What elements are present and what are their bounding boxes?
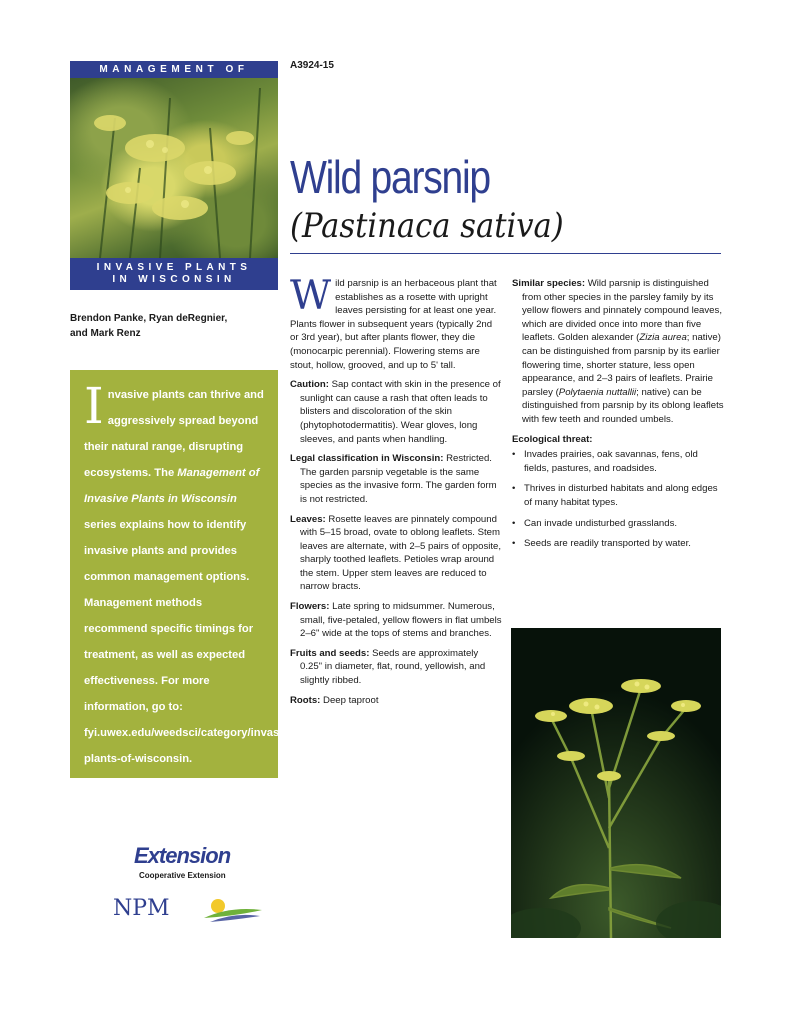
callout-series-title: Management of Invasive Plants in Wisconsin — [84, 467, 260, 505]
authors — [70, 311, 280, 341]
callout-text: nvasive plants can thrive and aggressively spread beyond their natural range, disrupting ecosystems. The — [84, 389, 264, 479]
series-callout — [70, 370, 299, 778]
section-label: Fruits and seeds: — [290, 647, 370, 659]
scientific-name: (Pastinaca sativa) — [290, 206, 564, 246]
authors-line2: and Mark Renz — [70, 328, 141, 339]
series-banner-line2: IN WISCONSIN — [112, 274, 236, 285]
text-column-2 — [512, 277, 724, 558]
npm-logo: NPM — [113, 896, 170, 921]
section-caution — [290, 378, 502, 446]
series-banner-bottom — [70, 258, 278, 290]
section-label: Roots: — [290, 694, 321, 706]
section-flowers — [290, 600, 502, 641]
section-label: Flowers: — [290, 601, 330, 613]
section-legal — [290, 452, 502, 506]
authors-line1: Brendon Panke, Ryan deRegnier, — [70, 313, 228, 324]
section-text: Wild parsnip is distinguished from other species in the parsley family by its yellow flowers and pinnately compound leaves, which are divided once into more than five leaflets. Golden alexander ( — [522, 278, 722, 344]
section-label: Legal classification in Wisconsin: — [290, 453, 444, 465]
species-name: Polytaenia nuttallii — [558, 386, 637, 398]
section-text: Late spring to midsummer. Numerous, small, five-petaled, yellow flowers in flat umbels 2–6" wide at the tops of stems and branches. — [300, 601, 502, 640]
intro-dropcap: W — [290, 273, 332, 319]
section-label: Leaves: — [290, 513, 326, 525]
intro-text: ild parsnip is an herbaceous plant that establishes as a rosette with upright leaves persisting for at least one year. Plants flower in subsequent years (typically 2nd or 3rd year), but after plants flower, they die (monocarpic perennial). Flowering stems are stout, hollow, grooved, and up to 5' tall. — [290, 278, 497, 371]
section-text: Restricted. The garden parsnip vegetable is the same species as the invasive form. The garden form is not restricted. — [300, 453, 497, 505]
title-divider — [290, 253, 721, 254]
list-item: • Seeds are readily transported by water. — [512, 537, 724, 551]
series-banner-line1: INVASIVE PLANTS — [96, 262, 252, 273]
section-text: Seeds are approximately 0.25" in diameter, flat, round, yellowish, and slightly ribbed. — [300, 647, 486, 687]
parsnip-plant-illustration — [511, 628, 721, 938]
section-text: Rosette leaves are pinnately compound with 5–15 broad, ovate to oblong leaflets. Stem leaves are alternate, with 2–5 pairs of opposite, sharply toothed leaflets. Petioles wrap around the stem. Upper stem leaves are reduced to narrow bracts. — [300, 513, 502, 593]
series-banner-top: MANAGEMENT OF — [70, 61, 278, 78]
section-ecological-threat — [512, 433, 724, 447]
section-leaves — [290, 513, 502, 595]
section-label: Ecological threat: — [512, 433, 593, 445]
callout-dropcap: I — [84, 377, 104, 435]
cooperative-extension-label: Cooperative Extension — [139, 871, 226, 880]
section-label: Similar species: — [512, 278, 586, 289]
npm-sun-leaf-icon — [200, 896, 266, 924]
species-name: Zizia aurea — [639, 332, 687, 344]
list-item: • Thrives in disturbed habitats and along edges of many habitat types. — [512, 482, 724, 509]
section-label: Caution: — [290, 379, 329, 391]
intro-paragraph — [290, 273, 502, 372]
page-title: Wild parsnip — [290, 151, 490, 203]
callout-text-end: series explains how to identify invasive plants and provides common management options. Management methods recommend specific timings for treatment, as well as expected effectiveness. For more information, go to: fyi.uwex.edu/weedsci/category/invasive-plants-of-wisconsin. — [84, 519, 299, 765]
ecological-threat-list — [512, 448, 724, 551]
publication-number: A3924-15 — [290, 60, 334, 71]
uw-extension-logo: Extension — [134, 843, 231, 868]
section-text: Sap contact with skin in the presence of sunlight can cause a rash that often leads to blisters and discoloration of the skin (phytophotodermatitis). Wear gloves, long sleeves, and pants when handling. — [300, 379, 501, 445]
parsnip-plant-photo — [511, 628, 721, 938]
section-similar-species — [512, 277, 724, 427]
parsnip-field-photo — [70, 78, 278, 258]
list-item: • Invades prairies, oak savannas, fens, old fields, pastures, and roadsides. — [512, 448, 724, 475]
section-text: ; native) can be distinguished from parsnip by its earlier flowering time, shorter stature, less open appearance, and 2–3 pairs of leaflets. Prairie parsley ( — [522, 332, 721, 398]
section-fruits — [290, 647, 502, 688]
section-roots — [290, 694, 502, 708]
text-column-1 — [290, 273, 502, 713]
section-text: Deep taproot — [320, 694, 379, 706]
section-text: ; native) can be distinguished from parsnip by its oblong leaflets with few teeth and rounded umbels. — [522, 386, 724, 425]
parsnip-field-illustration — [70, 78, 278, 258]
list-item: • Can invade undisturbed grasslands. — [512, 517, 724, 531]
